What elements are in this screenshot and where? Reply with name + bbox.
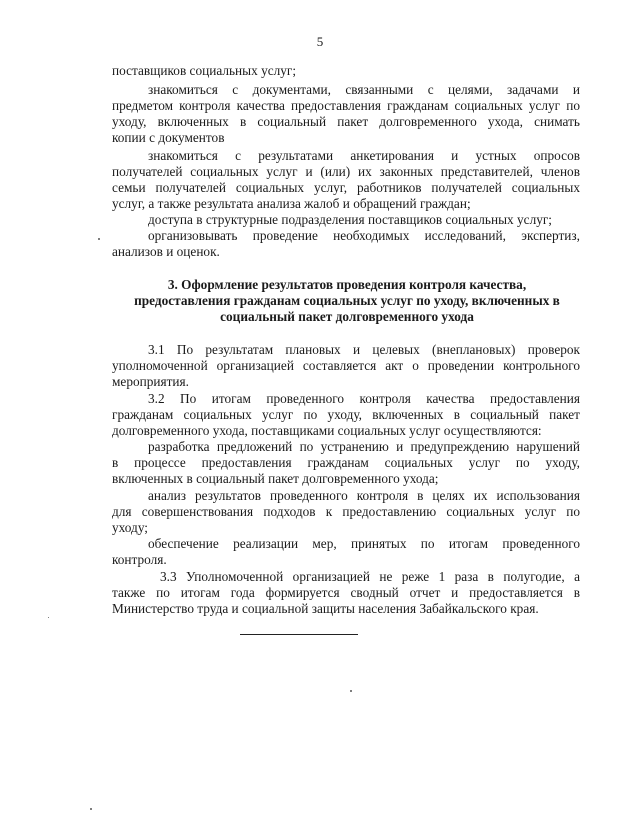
page-number: 5: [316, 34, 324, 49]
paragraph-3-2: 3.2 По итогам проведенного контроля качества предоставления: [148, 391, 580, 406]
text-line: знакомиться с результатами анкетирования и устных опросов: [148, 148, 580, 163]
text-line: мероприятия.: [112, 374, 189, 389]
text-line: уходу;: [112, 520, 148, 535]
scan-speck: [350, 690, 352, 692]
text-line: также по итогам года формируется сводный отчет и предоставляется в: [112, 585, 580, 600]
text-line: включенных в социальный пакет долговременного ухода;: [112, 471, 439, 486]
text-line: услуг, а также результата анализа жалоб и обращений граждан;: [112, 196, 471, 211]
scan-speck: [90, 808, 92, 810]
signature-rule: [240, 634, 358, 635]
text-line: доступа в структурные подразделения поставщиков социальных услуг;: [148, 212, 552, 227]
paragraph-3-3: 3.3 Уполномоченной организацией не реже 1 раза в полугодие, а: [160, 569, 580, 584]
text-line: поставщиков социальных услуг;: [112, 63, 297, 78]
text-line: Министерство труда и социальной защиты населения Забайкальского края.: [112, 601, 539, 616]
paragraph-3-1: 3.1 По результатам плановых и целевых (внеплановых) проверок: [148, 342, 580, 357]
text-line: организовывать проведение необходимых исследований, экспертиз,: [148, 228, 580, 243]
text-line: контроля.: [112, 552, 167, 567]
text-line: знакомиться с документами, связанными с целями, задачами и: [148, 82, 580, 97]
text-line: обеспечение реализации мер, принятых по итогам проведенного: [148, 536, 580, 551]
text-line: разработка предложений по устранению и предупреждению нарушений: [148, 439, 580, 454]
text-line: получателей социальных услуг и (или) их законных представителей, членов: [112, 164, 580, 179]
section-heading: предоставления гражданам социальных услуг по уходу, включенных в: [134, 293, 560, 308]
text-line: анализ результатов проведенного контроля в целях их использования: [148, 488, 580, 503]
scan-speck: [98, 238, 100, 240]
text-line: гражданам социальных услуг по уходу, включенных в социальный пакет: [112, 407, 580, 422]
text-line: уполномоченной организацией составляется акт о проведении контрольного: [112, 358, 580, 373]
text-line: анализов и оценок.: [112, 244, 220, 259]
text-line: долговременного ухода, поставщиками социальных услуг осуществляются:: [112, 423, 542, 438]
text-line: уходу, включенных в социальный пакет долговременного ухода, снимать: [112, 114, 580, 129]
text-line: копии с документов: [112, 130, 225, 145]
text-line: в процессе предоставления гражданам социальных услуг по уходу,: [112, 455, 580, 470]
section-heading: 3. Оформление результатов проведения контроля качества,: [167, 277, 527, 292]
section-heading: социальный пакет долговременного ухода: [220, 309, 474, 324]
scan-speck: [48, 617, 49, 618]
text-line: семьи получателей социальных услуг, работников получателей социальных: [112, 180, 580, 195]
text-line: предметом контроля качества предоставления гражданам социальных услуг по: [112, 98, 580, 113]
text-line: для совершенствования подходов к предоставлению социальных услуг по: [112, 504, 580, 519]
